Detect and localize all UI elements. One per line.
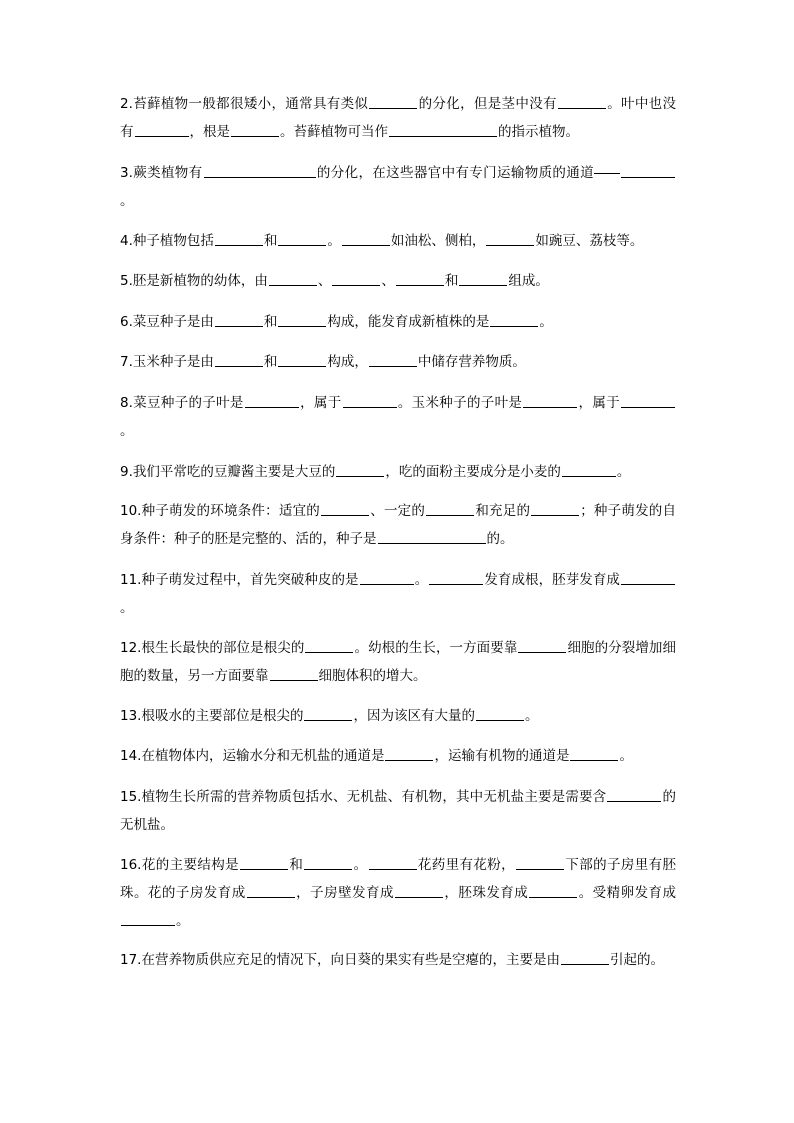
answer-blank[interactable]	[429, 570, 483, 585]
question-text: 。	[524, 708, 539, 724]
question-text: 花药里有花粉，	[417, 857, 516, 873]
question-text: 。	[120, 423, 134, 439]
answer-blank[interactable]	[518, 638, 566, 653]
answer-blank[interactable]	[215, 352, 263, 367]
answer-blank[interactable]	[269, 271, 317, 286]
answer-blank[interactable]	[342, 231, 390, 246]
question-text: 的分化，但是茎中没有	[418, 96, 557, 112]
question-text: ，属于	[299, 395, 342, 411]
question-4	[120, 227, 676, 255]
answer-blank[interactable]	[621, 163, 675, 178]
answer-blank[interactable]	[369, 352, 417, 367]
answer-blank[interactable]	[621, 570, 675, 585]
question-text: 11.种子萌发过程中，首先突破种皮的是	[120, 572, 359, 588]
answer-blank[interactable]	[321, 501, 369, 516]
answer-blank[interactable]	[343, 393, 397, 408]
answer-blank[interactable]	[204, 163, 316, 178]
question-5	[120, 267, 676, 295]
question-text: 7.玉米种子是由	[120, 354, 214, 370]
question-text: 和	[263, 314, 278, 330]
answer-blank[interactable]	[336, 462, 384, 477]
answer-blank[interactable]	[278, 312, 326, 327]
answer-blank[interactable]	[369, 855, 417, 870]
question-text: 。	[414, 572, 429, 588]
answer-blank[interactable]	[231, 122, 279, 137]
question-15	[120, 783, 676, 839]
answer-blank[interactable]	[396, 271, 444, 286]
question-7	[120, 348, 676, 376]
question-text: 14.在植物体内，运输水分和无机盐的通道是	[120, 748, 385, 764]
answer-blank[interactable]	[270, 666, 318, 681]
question-2	[120, 90, 676, 146]
answer-blank[interactable]	[531, 501, 579, 516]
question-text: 和	[263, 354, 278, 370]
question-text: ，因为该区有大量的	[353, 708, 475, 724]
question-text: 下部的子房里有胚珠。花的子房发育成	[120, 857, 677, 901]
answer-blank[interactable]	[332, 271, 380, 286]
question-text: 中储存营养物质。	[417, 354, 526, 370]
question-text: 的分化，在这些器官中有专门运输物质的通道	[316, 165, 594, 181]
question-text: 的指示植物。	[498, 124, 579, 140]
question-text: 4.种子植物包括	[120, 233, 214, 249]
question-6	[120, 308, 676, 336]
question-text: 17.在营养物质供应充足的情况下，向日葵的果实有些是空瘪的，主要是由	[120, 952, 560, 968]
question-13	[120, 702, 676, 730]
answer-blank[interactable]	[486, 231, 534, 246]
answer-blank[interactable]	[121, 911, 175, 926]
question-text: ，胚珠发育成	[443, 885, 529, 901]
answer-blank[interactable]	[305, 638, 353, 653]
question-text: 引起的。	[609, 952, 664, 968]
question-text: 。	[120, 600, 134, 616]
question-text: 。	[327, 233, 341, 249]
answer-blank[interactable]	[240, 855, 288, 870]
answer-blank[interactable]	[490, 312, 538, 327]
answer-blank[interactable]	[426, 501, 474, 516]
question-text: ，吃的面粉主要成分是小麦的	[385, 464, 561, 480]
answer-blank[interactable]	[558, 94, 606, 109]
question-text: 和	[263, 233, 278, 249]
answer-blank[interactable]	[523, 393, 577, 408]
question-text: 和充足的	[475, 503, 531, 519]
answer-blank[interactable]	[278, 352, 326, 367]
answer-blank[interactable]	[516, 855, 564, 870]
question-10	[120, 497, 676, 553]
question-text: 如豌豆、荔枝等。	[535, 233, 644, 249]
question-text: 、	[317, 273, 332, 289]
question-text: ，运输有机物的通道是	[434, 748, 570, 764]
question-text: 、一定的	[370, 503, 426, 519]
answer-blank[interactable]	[369, 94, 417, 109]
answer-blank[interactable]	[245, 393, 299, 408]
question-text: 16.花的主要结构是	[120, 857, 239, 873]
question-text: 5.胚是新植物的幼体，由	[120, 273, 268, 289]
question-text: 。幼根的生长，一方面要靠	[354, 640, 518, 656]
question-text: 2.苔藓植物一般都很矮小，通常具有类似	[120, 96, 369, 112]
answer-blank[interactable]	[570, 746, 618, 761]
answer-blank[interactable]	[215, 312, 263, 327]
question-text: 。	[353, 857, 368, 873]
question-9	[120, 458, 676, 486]
answer-blank[interactable]	[304, 855, 352, 870]
answer-blank[interactable]	[621, 393, 675, 408]
question-text: 构成，	[327, 354, 368, 370]
question-text: 如油松、侧柏，	[390, 233, 486, 249]
answer-blank[interactable]	[395, 883, 443, 898]
question-text: 13.根吸水的主要部位是根尖的	[120, 708, 304, 724]
question-text: 、	[381, 273, 395, 289]
question-text: ，子房壁发育成	[295, 885, 394, 901]
question-text: 10.种子萌发的环境条件：适宜的	[120, 503, 321, 519]
question-text: 发育成根，胚芽发育成	[484, 572, 621, 588]
question-text: 细胞体积的增大。	[318, 668, 427, 684]
question-11	[120, 566, 676, 622]
question-text: 构成，能发育成新植株的是	[327, 314, 490, 330]
question-text: 3.蕨类植物有	[120, 165, 203, 181]
answer-blank[interactable]	[529, 883, 577, 898]
answer-blank[interactable]	[561, 950, 609, 965]
answer-blank[interactable]	[378, 529, 486, 544]
answer-blank[interactable]	[304, 706, 352, 721]
answer-blank[interactable]	[476, 706, 524, 721]
question-text: 组成。	[508, 273, 549, 289]
question-text: 的。	[486, 531, 514, 547]
question-8	[120, 389, 676, 445]
question-text: 和	[288, 857, 304, 873]
answer-blank[interactable]	[385, 746, 433, 761]
question-3	[120, 159, 676, 215]
question-text: 。	[539, 314, 553, 330]
answer-blank[interactable]	[215, 231, 263, 246]
answer-blank[interactable]	[389, 122, 497, 137]
question-text: ，属于	[578, 395, 621, 411]
answer-blank[interactable]	[360, 570, 414, 585]
dash-mark	[594, 165, 620, 174]
question-text: ；种子萌发的自身条件：种子的胚是完整的、活的，种子是	[120, 503, 677, 547]
answer-blank[interactable]	[247, 883, 295, 898]
answer-blank[interactable]	[607, 787, 661, 802]
question-16	[120, 851, 676, 935]
question-text: 的无机盐。	[120, 789, 677, 833]
question-text: 12.根生长最快的部位是根尖的	[120, 640, 305, 656]
question-text: 。玉米种子的子叶是	[397, 395, 523, 411]
question-14	[120, 742, 676, 770]
question-text: 。叶中也没有	[120, 96, 677, 140]
question-text: 6.菜豆种子是由	[120, 314, 214, 330]
question-text: 细胞的分裂增加细胞的数量，另一方面要靠	[120, 640, 676, 684]
question-text: 。受精卵发育成	[578, 885, 677, 901]
question-text: 。苔藓植物可当作	[280, 124, 388, 140]
question-12	[120, 634, 676, 690]
question-text: 和	[444, 273, 459, 289]
question-text: 。	[176, 913, 190, 929]
question-text: 8.菜豆种子的子叶是	[120, 395, 244, 411]
question-text: 15.植物生长所需的营养物质包括水、无机盐、有机物，其中无机盐主要是需要含	[120, 789, 607, 805]
question-text: 。	[619, 748, 633, 764]
answer-blank[interactable]	[278, 231, 326, 246]
question-text: 。	[120, 193, 134, 209]
question-text: 9.我们平常吃的豆瓣酱主要是大豆的	[120, 464, 336, 480]
answer-blank[interactable]	[459, 271, 507, 286]
answer-blank[interactable]	[562, 462, 616, 477]
question-text: ，根是	[189, 124, 230, 140]
question-17	[120, 946, 676, 974]
question-text: 。	[616, 464, 631, 480]
answer-blank[interactable]	[135, 122, 189, 137]
